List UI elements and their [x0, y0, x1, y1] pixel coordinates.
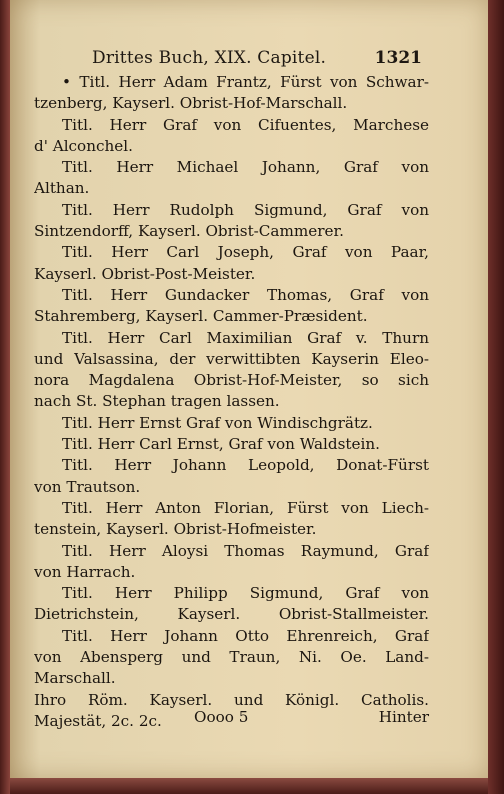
- text-line: Titl. Herr Carl Joseph, Graf von Paar,: [62, 243, 429, 262]
- text-line: Titl. Herr Gundacker Thomas, Graf von: [62, 285, 429, 304]
- text-line: und Valsassina, der verwittibten Kayserin Eleo-: [34, 349, 429, 368]
- text-line: nora Magdalena Obrist-Hof-Meister, so sich: [34, 371, 429, 390]
- text-line: tzenberg, Kayserl. Obrist-Hof-Marschall.: [34, 94, 348, 113]
- text-line: Titl. Herr Graf von Cifuentes, Marchese: [62, 115, 429, 134]
- text-line: Titl. Herr Anton Florian, Fürst von Liech-: [62, 498, 429, 517]
- text-line: Stahremberg, Kayserl. Cammer-Præsident.: [34, 307, 368, 326]
- book-binding-right: [488, 0, 504, 794]
- body-text: [34, 72, 429, 732]
- page-number: 1321: [374, 48, 422, 68]
- signature-mark: Oooo 5: [194, 708, 249, 726]
- text-line: Kayserl. Obrist-Post-Meister.: [34, 264, 256, 283]
- text-line: Dietrichstein, Kayserl. Obrist-Stallmeister.: [34, 605, 429, 624]
- text-line: Majestät, 2c. 2c.: [34, 711, 162, 730]
- text-line: Titl. Herr Ernst Graf von Windischgrätz.: [62, 413, 373, 432]
- text-line: Titl. Herr Michael Johann, Graf von: [62, 158, 429, 177]
- text-line: von Harrach.: [34, 562, 136, 581]
- text-line: Titl. Herr Johann Otto Ehrenreich, Graf: [62, 626, 429, 645]
- text-line: Sintzendorff, Kayserl. Obrist-Cammerer.: [34, 222, 344, 241]
- book-binding-bottom: [10, 778, 488, 794]
- running-header: [92, 48, 422, 72]
- catchword: Hinter: [378, 708, 429, 726]
- text-line: Ihro Röm. Kayserl. und Königl. Catholis.: [34, 690, 429, 709]
- chapter-title: Drittes Buch, XIX. Capitel.: [92, 48, 327, 68]
- page-footer: [34, 708, 429, 732]
- text-line: Titl. Herr Carl Maximilian Graf v. Thurn: [62, 328, 429, 347]
- text-line: von Abensperg und Traun, Ni. Oe. Land-: [34, 648, 429, 667]
- text-line: Althan.: [34, 179, 90, 198]
- text-line: Titl. Herr Rudolph Sigmund, Graf von: [62, 200, 429, 219]
- text-line: Titl. Herr Aloysi Thomas Raymund, Graf: [62, 541, 429, 560]
- text-line: • Titl. Herr Adam Frantz, Fürst von Schwar-: [62, 73, 429, 91]
- text-line: Titl. Herr Johann Leopold, Donat-Fürst: [62, 456, 429, 475]
- text-line: Titl. Herr Philipp Sigmund, Graf von: [62, 584, 429, 603]
- text-line: von Trautson.: [34, 477, 141, 496]
- text-line: Titl. Herr Carl Ernst, Graf von Waldstein.: [62, 435, 380, 454]
- text-line: d' Alconchel.: [34, 136, 133, 155]
- text-line: Marschall.: [34, 669, 116, 688]
- text-line: nach St. Stephan tragen lassen.: [34, 392, 280, 411]
- book-binding-left: [0, 0, 10, 794]
- text-line: tenstein, Kayserl. Obrist-Hofmeister.: [34, 520, 317, 539]
